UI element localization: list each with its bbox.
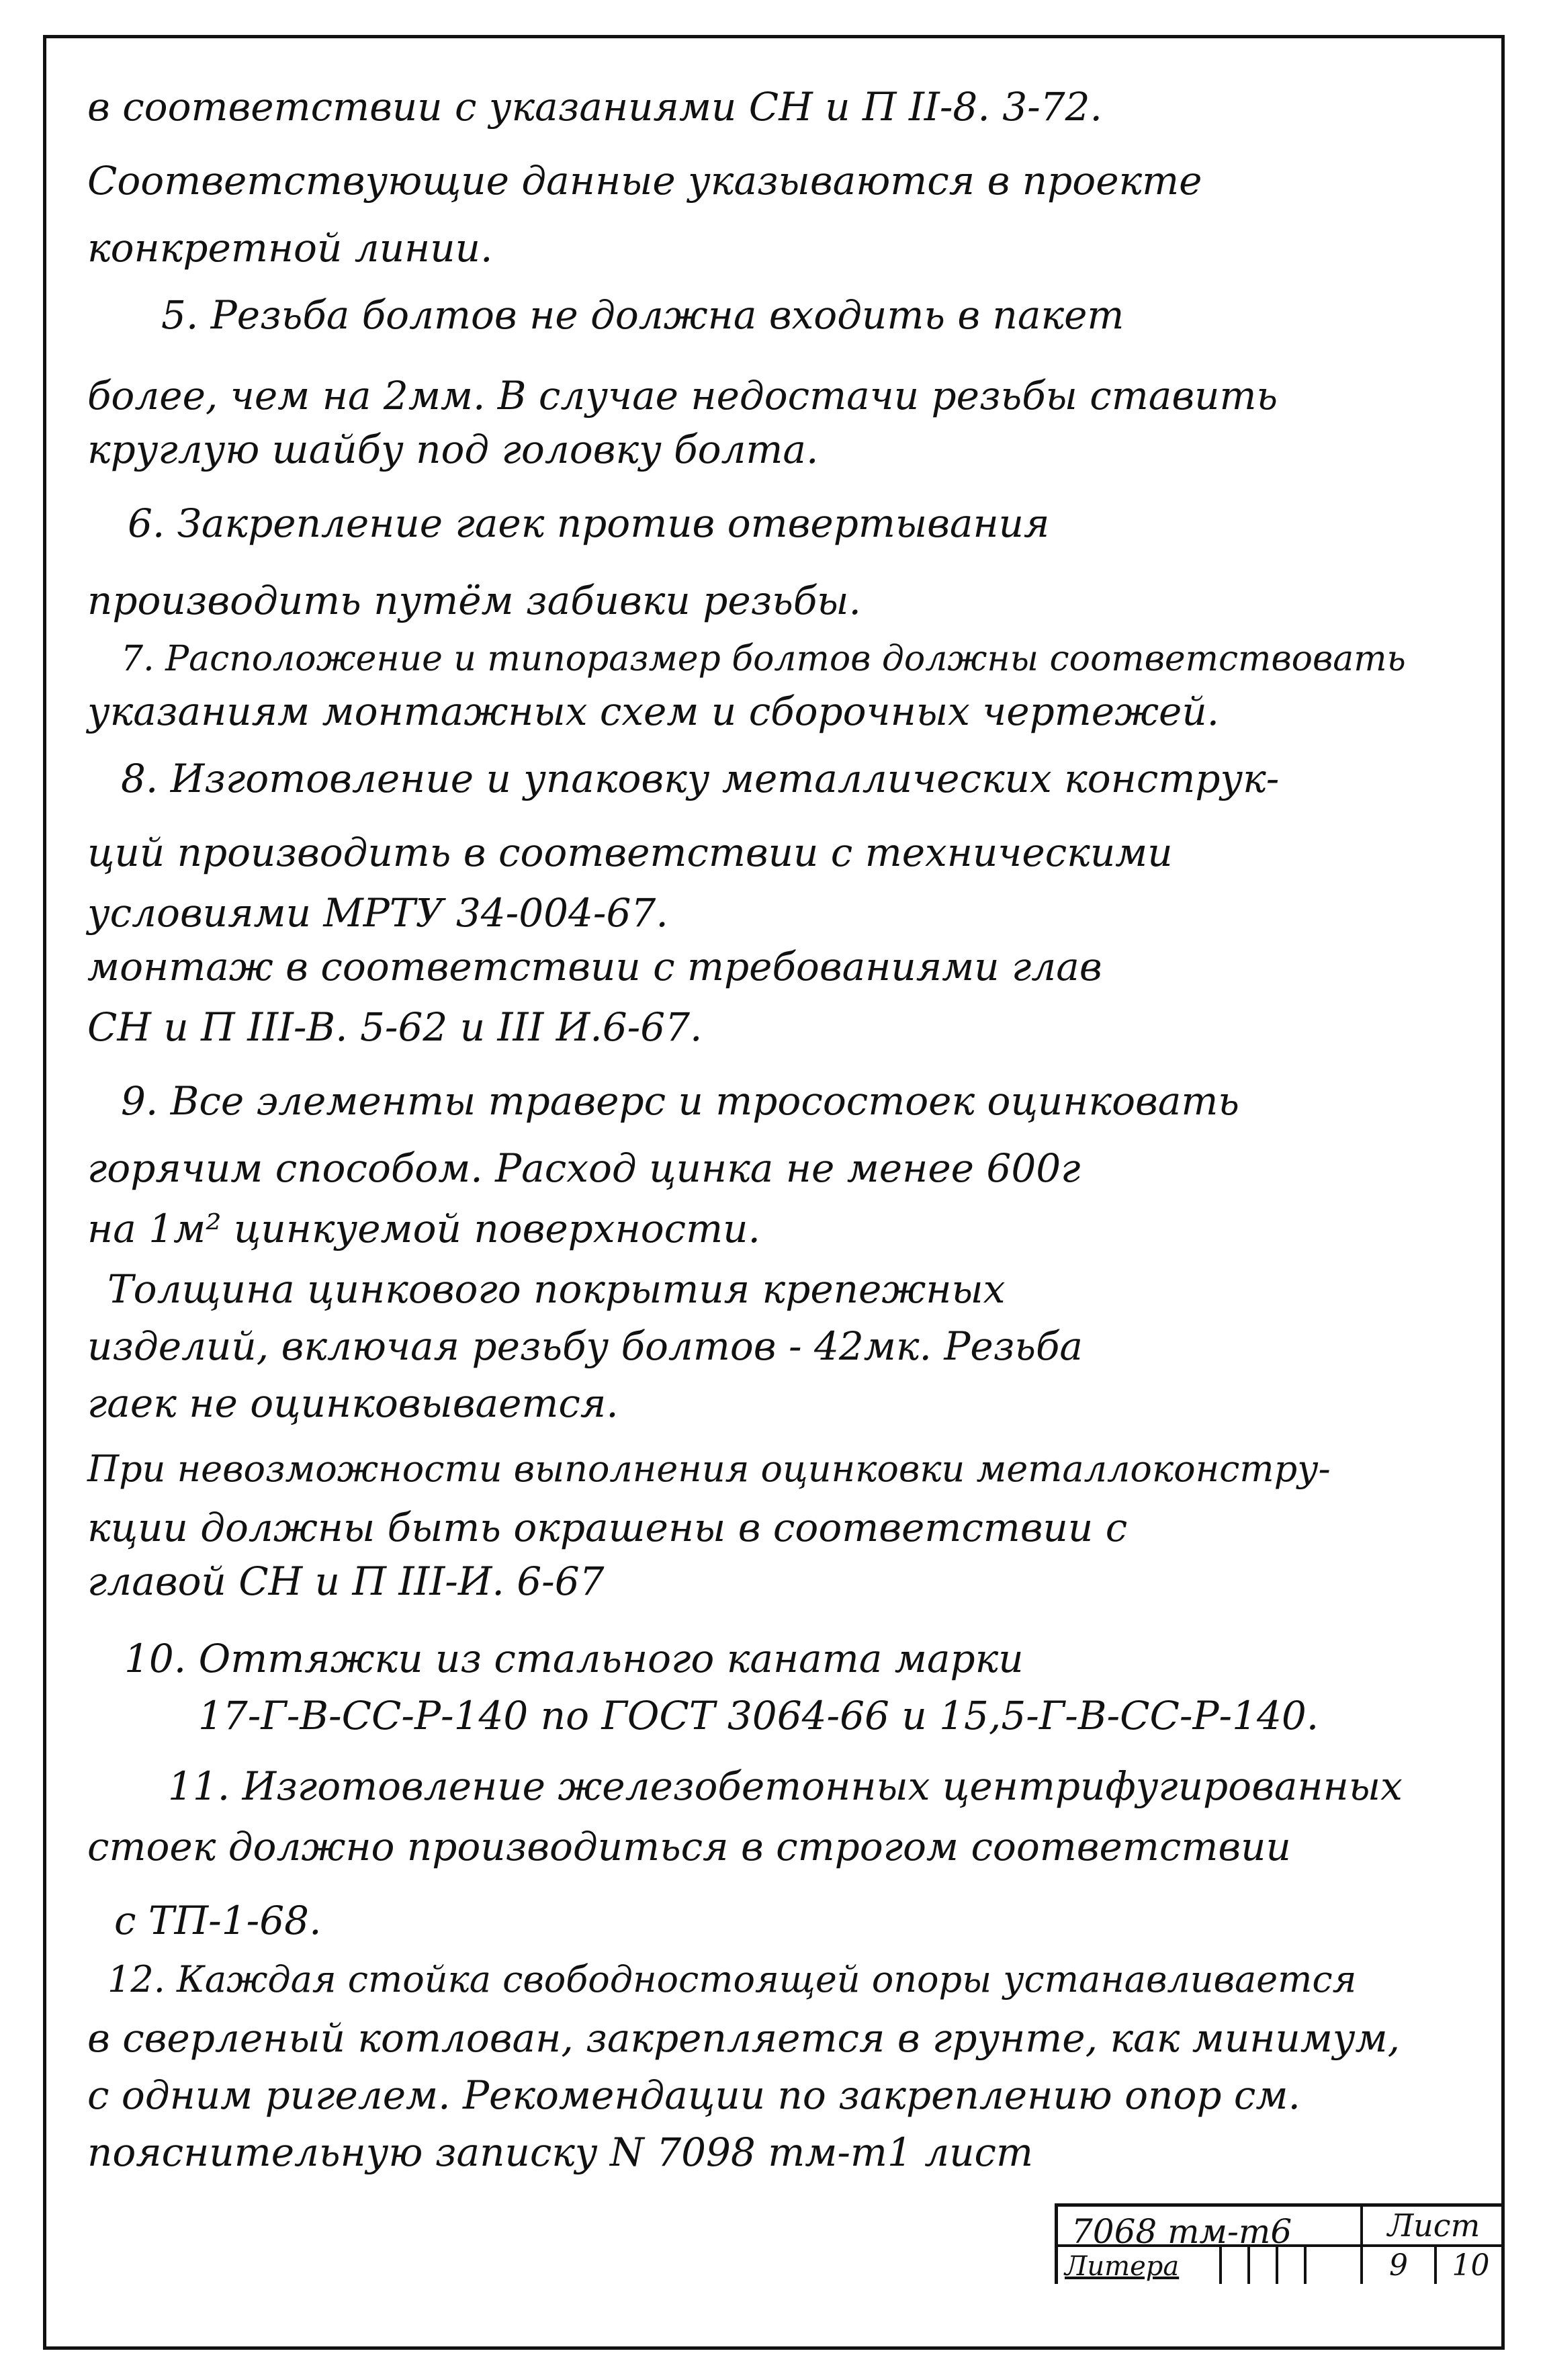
text-line: кции должны быть окрашены в соответствии с <box>87 1505 1128 1550</box>
text-line: конкретной линии. <box>87 225 493 271</box>
text-line: 12. Каждая стойка свободностоящей опоры устанавливается <box>107 1958 1357 2000</box>
text-line: с ТП-1-68. <box>114 1898 322 1943</box>
title-block-bottom-row <box>1058 2247 1505 2284</box>
text-line: круглую шайбу под головку болта. <box>87 427 819 472</box>
text-line: 5. Резьба болтов не должна входить в пакет <box>161 292 1124 338</box>
text-line: 6. Закрепление гаек против отвертывания <box>128 500 1050 546</box>
text-line: 8. Изготовление и упаковку металлических конструк- <box>121 756 1280 801</box>
text-line: условиями МРТУ 34-004-67. <box>87 890 668 936</box>
text-line: указаниям монтажных схем и сборочных чертежей. <box>87 689 1220 734</box>
text-line: СН и П III-В. 5-62 и III И.6-67. <box>87 1004 703 1050</box>
text-line: производить путём забивки резьбы. <box>87 578 861 623</box>
text-line: пояснительную записку N 7098 тм-т1 лист <box>87 2129 1034 2175</box>
text-line: более, чем на 2мм. В случае недостачи резьбы ставить <box>87 373 1278 418</box>
title-block <box>1055 2203 1505 2284</box>
liter-cell <box>1304 2247 1332 2284</box>
text-line: При невозможности выполнения оцинковки металлоконстру- <box>87 1448 1331 1490</box>
text-line: изделий, включая резьбу болтов - 42мк. Резьба <box>87 1323 1083 1369</box>
text-line: горячим способом. Расход цинка не менее 600г <box>87 1145 1081 1191</box>
text-line: 17-Г-В-СС-Р-140 по ГОСТ 3064-66 и 15,5-Г-В-СС-Р-140. <box>198 1693 1319 1738</box>
liter-label: Литера <box>1065 2251 1180 2282</box>
text-line: 7. Расположение и типоразмер болтов должны соответствовать <box>121 639 1406 679</box>
text-line: 10. Оттяжки из стального каната марки <box>124 1636 1024 1681</box>
text-line: в соответствии с указаниями СН и П II-8. 3-72. <box>87 84 1102 130</box>
text-line: 9. Все элементы траверс и тросостоек оцинковать <box>121 1078 1239 1124</box>
sheet-number: 9 <box>1360 2247 1434 2284</box>
text-line: гаек не оцинковывается. <box>87 1380 619 1426</box>
text-line: ций производить в соответствии с техническими <box>87 830 1173 875</box>
title-block-top-row <box>1058 2207 1505 2251</box>
text-line: монтаж в соответствии с требованиями глав <box>87 944 1102 989</box>
text-line: Толщина цинкового покрытия крепежных <box>107 1266 1006 1312</box>
liter-cell <box>1247 2247 1276 2284</box>
liter-cell <box>1276 2247 1304 2284</box>
text-line: с одним ригелем. Рекомендации по закреплению опор см. <box>87 2072 1300 2118</box>
text-line: в сверленый котлован, закрепляется в грунте, как минимум, <box>87 2015 1401 2061</box>
text-line: 11. Изготовление железобетонных центрифугированных <box>168 1763 1403 1809</box>
sheet-label: Лист <box>1360 2207 1505 2244</box>
sheet-total: 10 <box>1434 2247 1505 2284</box>
text-line: Соответствующие данные указываются в проекте <box>87 158 1202 204</box>
text-line: на 1м² цинкуемой поверхности. <box>87 1206 760 1251</box>
text-line: стоек должно производиться в строгом соответствии <box>87 1824 1291 1869</box>
text-line: главой СН и П III-И. 6-67 <box>87 1558 605 1604</box>
liter-cell <box>1219 2247 1247 2284</box>
document-number: 7068 тм-т6 <box>1071 2212 1292 2251</box>
